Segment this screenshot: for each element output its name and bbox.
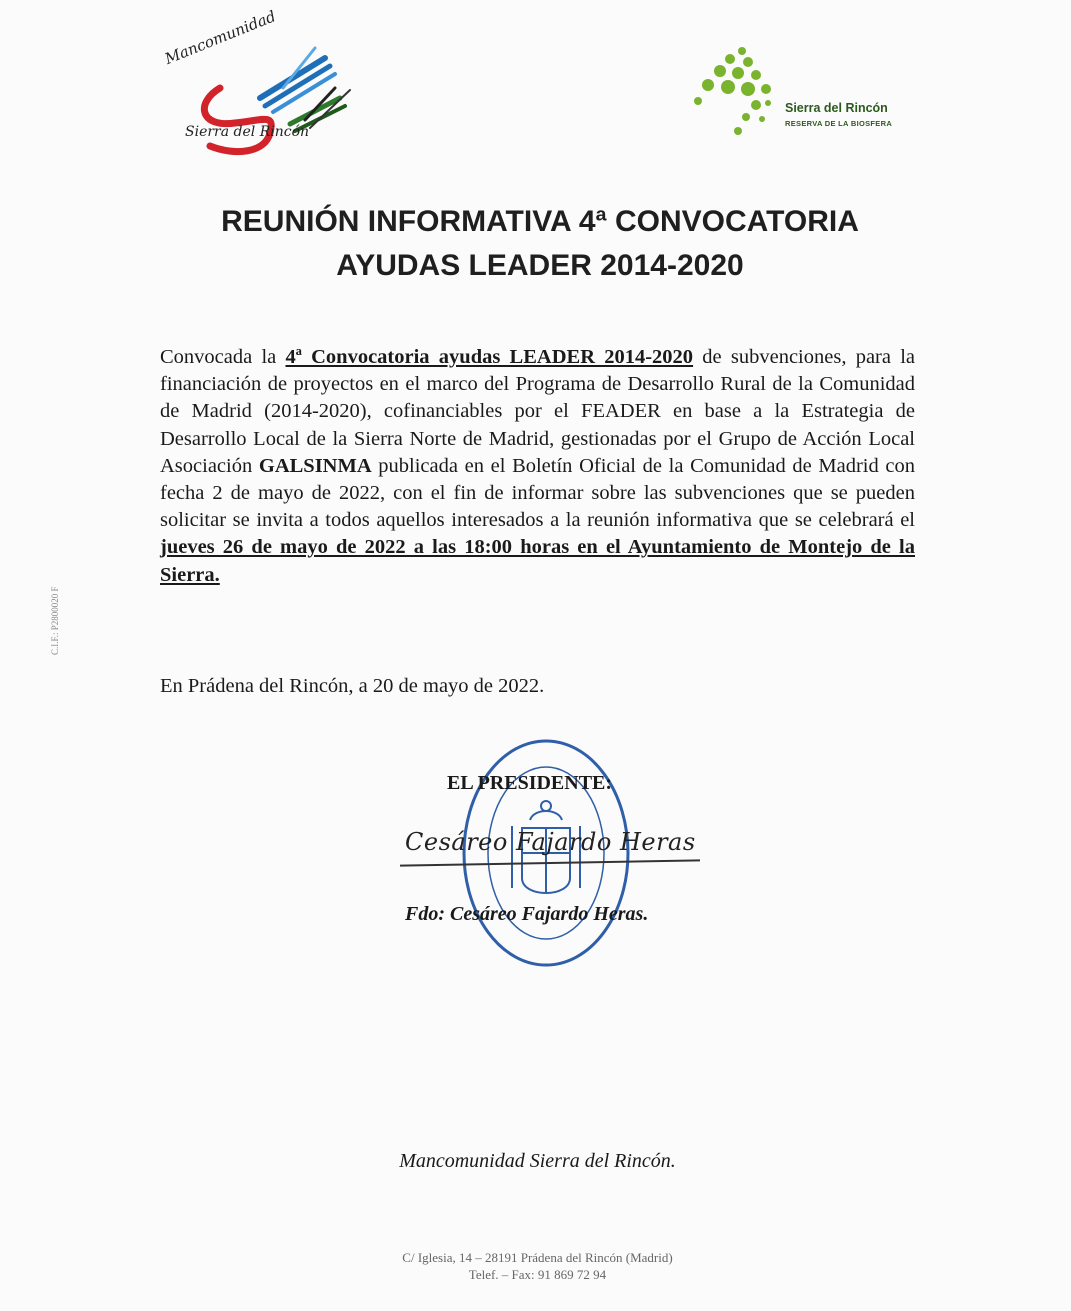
organization-name: Mancomunidad Sierra del Rincón. [399, 1150, 676, 1172]
body-text-1: Convocada la [160, 346, 286, 368]
mancomunidad-logo [162, 7, 385, 158]
logo-text-sierra-rincon: Sierra del Rincón [785, 101, 888, 115]
cif-number: C.I.F.: P2800020 F [50, 586, 60, 655]
biosphere-reserve-logo [690, 45, 930, 145]
signed-by: Fdo: Cesáreo Fajardo Heras. [405, 903, 649, 925]
body-meeting-details: jueves 26 de mayo de 2022 a las 18:00 horas en el Ayuntamiento de Montejo de la Sierra. [160, 536, 915, 586]
logo-text-mancomunidad: Mancomunidad [162, 7, 279, 68]
document-title-line2: AYUDAS LEADER 2014-2020 [336, 249, 744, 282]
handwritten-signature: Cesáreo Fajardo Heras [405, 828, 696, 856]
logo-text-reserva: RESERVA DE LA BIOSFERA [785, 119, 893, 128]
logo-text-sierra: Sierra del Rincón [185, 124, 310, 140]
footer-phone: Telef. – Fax: 91 869 72 94 [468, 1267, 607, 1282]
green-dots-icon [690, 45, 780, 140]
body-galsinma: GALSINMA [258, 454, 372, 477]
body-paragraph [160, 344, 915, 589]
footer-address: C/ Iglesia, 14 – 28191 Prádena del Rincón (Madrid) [402, 1250, 673, 1265]
document-title-line1: REUNIÓN INFORMATIVA 4ª CONVOCATORIA [221, 205, 859, 238]
body-convocatoria: 4ª Convocatoria ayudas LEADER 2014-2020 [285, 346, 694, 368]
body-text-3: publicada en el Boletín Oficial de la Comunidad de Madrid con fecha 2 de mayo de 2022, con el fin de informar sobre las subvenciones que se pueden solicitar se invita a todos aquellos interesados a la reunión informativa que se celebrará el [160, 454, 915, 532]
body-text-2: de subvenciones, para la financiación de proyectos en el marco del Programa de Desarrollo Rural de la Comunidad de Madrid (2014-2020), cofinanciables por el FEADER en base a la Estrategia de Desarrollo Local de la Sierra Norte de Madrid, gestionadas por el Grupo de Acción Local Asociación [160, 346, 915, 477]
place-date: En Prádena del Rincón, a 20 de mayo de 2022. [160, 675, 545, 697]
president-label: EL PRESIDENTE: [447, 772, 613, 794]
